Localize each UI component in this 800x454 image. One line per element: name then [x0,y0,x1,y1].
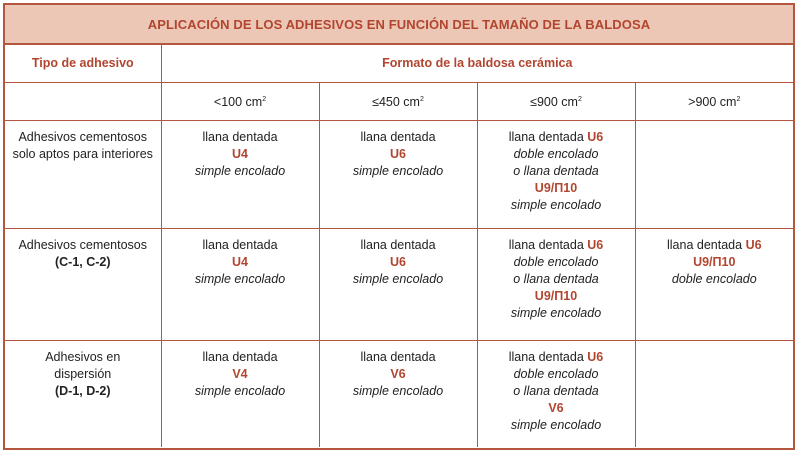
header-row [5,45,793,83]
format-cell: llana dentada U6 doble encolado o llana dentada U9/Π10 simple encolado [477,121,635,229]
size-cell: <100 $cm^2$ [161,83,319,121]
size-cell: >900 $cm^2$ [635,83,793,121]
format-cell: llana dentada U4 simple encolado [161,229,319,341]
format-cell-empty [635,341,793,447]
adhesive-table [5,45,793,447]
format-cell: llana dentada U6 simple encolado [319,229,477,341]
table-row [5,341,793,447]
format-cell-empty [635,121,793,229]
size-empty-cell [5,83,161,121]
format-cell: llana dentada V6 simple encolado [319,341,477,447]
adhesive-table-frame [3,3,795,450]
adhesive-type-cell: Adhesivos en dispersión (D-1, D-2) [5,341,161,447]
header-tile-format: Formato de la baldosa cerámica [161,45,793,83]
format-cell: llana dentada U4 simple encolado [161,121,319,229]
table-title: APLICACIÓN DE LOS ADHESIVOS EN FUNCIÓN DEL TAMAÑO DE LA BALDOSA [5,5,793,45]
format-cell: llana dentada U6 U9/Π10 doble encolado [635,229,793,341]
adhesive-type-cell: Adhesivos cementosos solo aptos para interiores [5,121,161,229]
table-row [5,229,793,341]
format-cell: llana dentada V4 simple encolado [161,341,319,447]
adhesive-type-cell: Adhesivos cementosos (C-1, C-2) [5,229,161,341]
format-cell: llana dentada U6 simple encolado [319,121,477,229]
table-row [5,121,793,229]
format-cell: llana dentada U6 doble encolado o llana dentada V6 simple encolado [477,341,635,447]
header-adhesive-type: Tipo de adhesivo [5,45,161,83]
size-cell: ≤450 $cm^2$ [319,83,477,121]
size-row [5,83,793,121]
size-cell: ≤900 $cm^2$ [477,83,635,121]
format-cell: llana dentada U6 doble encolado o llana dentada U9/Π10 simple encolado [477,229,635,341]
